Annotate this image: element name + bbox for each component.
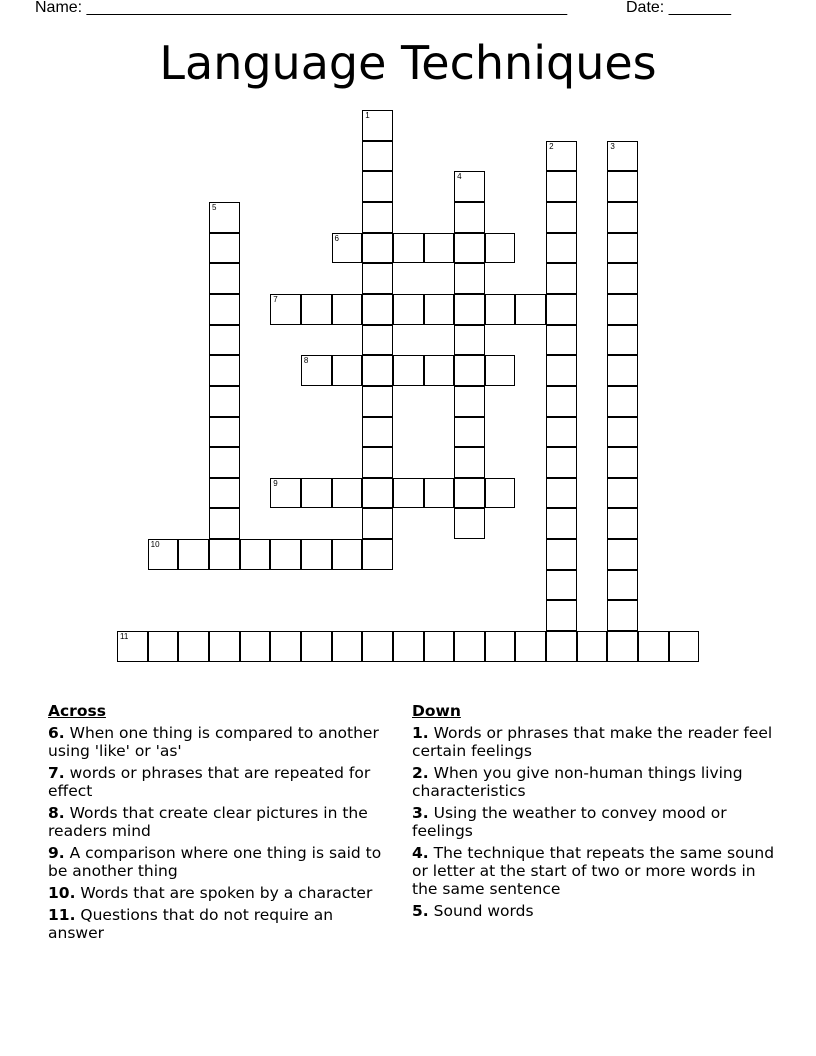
clue-down-2: 2. When you give non-human things living characteristics [412, 764, 743, 800]
grid-cell[interactable] [362, 233, 393, 264]
grid-cell[interactable] [209, 202, 240, 233]
grid-cell[interactable] [209, 478, 240, 509]
grid-cell[interactable] [546, 294, 577, 325]
grid-cell[interactable] [148, 631, 179, 662]
grid-cell[interactable] [362, 508, 393, 539]
grid-cell[interactable] [270, 294, 301, 325]
grid-cell[interactable] [424, 631, 455, 662]
grid-cell[interactable] [669, 631, 700, 662]
grid-cell[interactable] [607, 263, 638, 294]
grid-cell[interactable] [546, 171, 577, 202]
grid-cell[interactable] [515, 294, 546, 325]
grid-cell[interactable] [607, 508, 638, 539]
grid-cell[interactable] [393, 478, 424, 509]
grid-cell[interactable] [209, 631, 240, 662]
grid-cell[interactable] [485, 355, 516, 386]
grid-cell[interactable] [546, 141, 577, 172]
grid-cell[interactable] [209, 294, 240, 325]
grid-cell[interactable] [607, 600, 638, 631]
clue-across-11: 11. Questions that do not require an answer [48, 906, 334, 942]
grid-cell[interactable] [148, 539, 179, 570]
grid-cell[interactable] [607, 202, 638, 233]
grid-cell[interactable] [362, 171, 393, 202]
grid-cell[interactable] [362, 141, 393, 172]
grid-cell[interactable] [638, 631, 669, 662]
grid-cell[interactable] [209, 447, 240, 478]
grid-cell[interactable] [607, 539, 638, 570]
grid-cell[interactable] [362, 631, 393, 662]
grid-cell[interactable] [270, 539, 301, 570]
clue-number: 7 [273, 294, 278, 304]
grid-cell[interactable] [362, 355, 393, 386]
grid-cell[interactable] [454, 417, 485, 448]
grid-cell[interactable] [209, 233, 240, 264]
grid-cell[interactable] [209, 539, 240, 570]
grid-cell[interactable] [240, 631, 271, 662]
grid-cell[interactable] [270, 631, 301, 662]
grid-cell[interactable] [454, 325, 485, 356]
grid-cell[interactable] [362, 110, 393, 141]
grid-cell[interactable] [332, 631, 363, 662]
grid-cell[interactable] [424, 355, 455, 386]
grid-cell[interactable] [607, 355, 638, 386]
grid-cell[interactable] [454, 171, 485, 202]
grid-cell[interactable] [362, 539, 393, 570]
clue-number: 9 [273, 478, 278, 488]
clue-across-6: 6. When one thing is compared to another using 'like' or 'as' [48, 724, 379, 760]
clue-number: 10 [150, 540, 160, 550]
grid-cell[interactable] [362, 202, 393, 233]
grid-cell[interactable] [546, 631, 577, 662]
grid-cell[interactable] [393, 631, 424, 662]
grid-cell[interactable] [301, 294, 332, 325]
grid-cell[interactable] [178, 631, 209, 662]
grid-cell[interactable] [485, 478, 516, 509]
grid-cell[interactable] [607, 233, 638, 264]
clue-number: 4 [457, 172, 462, 182]
grid-cell[interactable] [546, 355, 577, 386]
grid-cell[interactable] [607, 386, 638, 417]
clue-number: 11 [120, 632, 129, 642]
grid-cell[interactable] [301, 539, 332, 570]
grid-cell[interactable] [454, 631, 485, 662]
down-clues [412, 702, 777, 924]
grid-cell[interactable] [332, 233, 363, 264]
grid-cell[interactable] [209, 508, 240, 539]
grid-cell[interactable] [485, 233, 516, 264]
grid-cell[interactable] [178, 539, 209, 570]
clue-across-10: 10. Words that are spoken by a character [48, 884, 373, 902]
grid-cell[interactable] [362, 386, 393, 417]
grid-cell[interactable] [546, 386, 577, 417]
page-title: Language Techniques [159, 36, 657, 90]
grid-cell[interactable] [546, 202, 577, 233]
grid-cell[interactable] [209, 386, 240, 417]
grid-cell[interactable] [546, 478, 577, 509]
grid-cell[interactable] [209, 355, 240, 386]
grid-cell[interactable] [117, 631, 148, 662]
grid-cell[interactable] [209, 417, 240, 448]
clue-down-5: 5. Sound words [412, 902, 534, 920]
grid-cell[interactable] [607, 325, 638, 356]
clue-down-4: 4. The technique that repeats the same sound or letter at the start of two or more words in the same sentence [412, 844, 775, 898]
grid-cell[interactable] [607, 631, 638, 662]
grid-cell[interactable] [362, 294, 393, 325]
grid-cell[interactable] [301, 478, 332, 509]
clue-number: 3 [610, 141, 615, 151]
clue-number: 8 [303, 356, 309, 366]
grid-cell[interactable] [454, 202, 485, 233]
grid-cell[interactable] [546, 539, 577, 570]
grid-cell[interactable] [607, 447, 638, 478]
grid-cell[interactable] [485, 631, 516, 662]
grid-cell[interactable] [393, 233, 424, 264]
down-heading: Down [412, 702, 461, 720]
grid-cell[interactable] [546, 233, 577, 264]
grid-cell[interactable] [454, 508, 485, 539]
grid-cell[interactable] [454, 355, 485, 386]
grid-cell[interactable] [607, 141, 638, 172]
grid-cell[interactable] [332, 355, 363, 386]
grid-cell[interactable] [270, 478, 301, 509]
clue-down-1: 1. Words or phrases that make the reader feel certain feelings [412, 724, 773, 760]
grid-cell[interactable] [362, 263, 393, 294]
grid-cell[interactable] [515, 631, 546, 662]
clue-across-8: 8. Words that create clear pictures in the readers mind [48, 804, 368, 840]
grid-cell[interactable] [607, 417, 638, 448]
grid-cell[interactable] [454, 386, 485, 417]
grid-cell[interactable] [209, 263, 240, 294]
clue-number: 5 [211, 202, 217, 212]
clue-down-3: 3. Using the weather to convey mood or feelings [412, 804, 727, 840]
name-field[interactable]: Name: ______________________________________________________ [35, 0, 568, 16]
grid-cell[interactable] [454, 263, 485, 294]
grid-cell[interactable] [393, 294, 424, 325]
grid-cell[interactable] [546, 417, 577, 448]
across-heading: Across [48, 702, 106, 720]
grid-cell[interactable] [332, 294, 363, 325]
grid-cell[interactable] [546, 325, 577, 356]
grid-cell[interactable] [546, 508, 577, 539]
grid-cell[interactable] [393, 355, 424, 386]
grid-cell[interactable] [301, 631, 332, 662]
grid-cell[interactable] [485, 294, 516, 325]
grid-cell[interactable] [362, 325, 393, 356]
clue-number: 1 [365, 111, 370, 120]
grid-cell[interactable] [240, 539, 271, 570]
grid-cell[interactable] [577, 631, 608, 662]
grid-cell[interactable] [424, 294, 455, 325]
grid-cell[interactable] [362, 478, 393, 509]
grid-cell[interactable] [546, 600, 577, 631]
grid-cell[interactable] [454, 294, 485, 325]
grid-cell[interactable] [607, 478, 638, 509]
grid-cell[interactable] [362, 447, 393, 478]
grid-cell[interactable] [209, 325, 240, 356]
grid-cell[interactable] [607, 171, 638, 202]
across-clues [48, 702, 393, 946]
clue-across-9: 9. A comparison where one thing is said to be another thing [48, 844, 382, 880]
grid-cell[interactable] [424, 478, 455, 509]
grid-cell[interactable] [454, 447, 485, 478]
grid-cell[interactable] [362, 417, 393, 448]
grid-cell[interactable] [546, 570, 577, 601]
grid-cell[interactable] [301, 355, 332, 386]
grid-cell[interactable] [332, 478, 363, 509]
grid-cell[interactable] [607, 294, 638, 325]
grid-cell[interactable] [546, 447, 577, 478]
grid-cell[interactable] [607, 570, 638, 601]
date-field[interactable]: Date: _______ [626, 0, 731, 16]
grid-cell[interactable] [546, 263, 577, 294]
grid-cell[interactable] [332, 539, 363, 570]
clue-number: 6 [334, 233, 339, 243]
clue-across-7: 7. words or phrases that are repeated for effect [48, 764, 371, 800]
grid-cell[interactable] [454, 478, 485, 509]
grid-cell[interactable] [454, 233, 485, 264]
grid-cell[interactable] [424, 233, 455, 264]
clue-number: 2 [549, 141, 554, 151]
